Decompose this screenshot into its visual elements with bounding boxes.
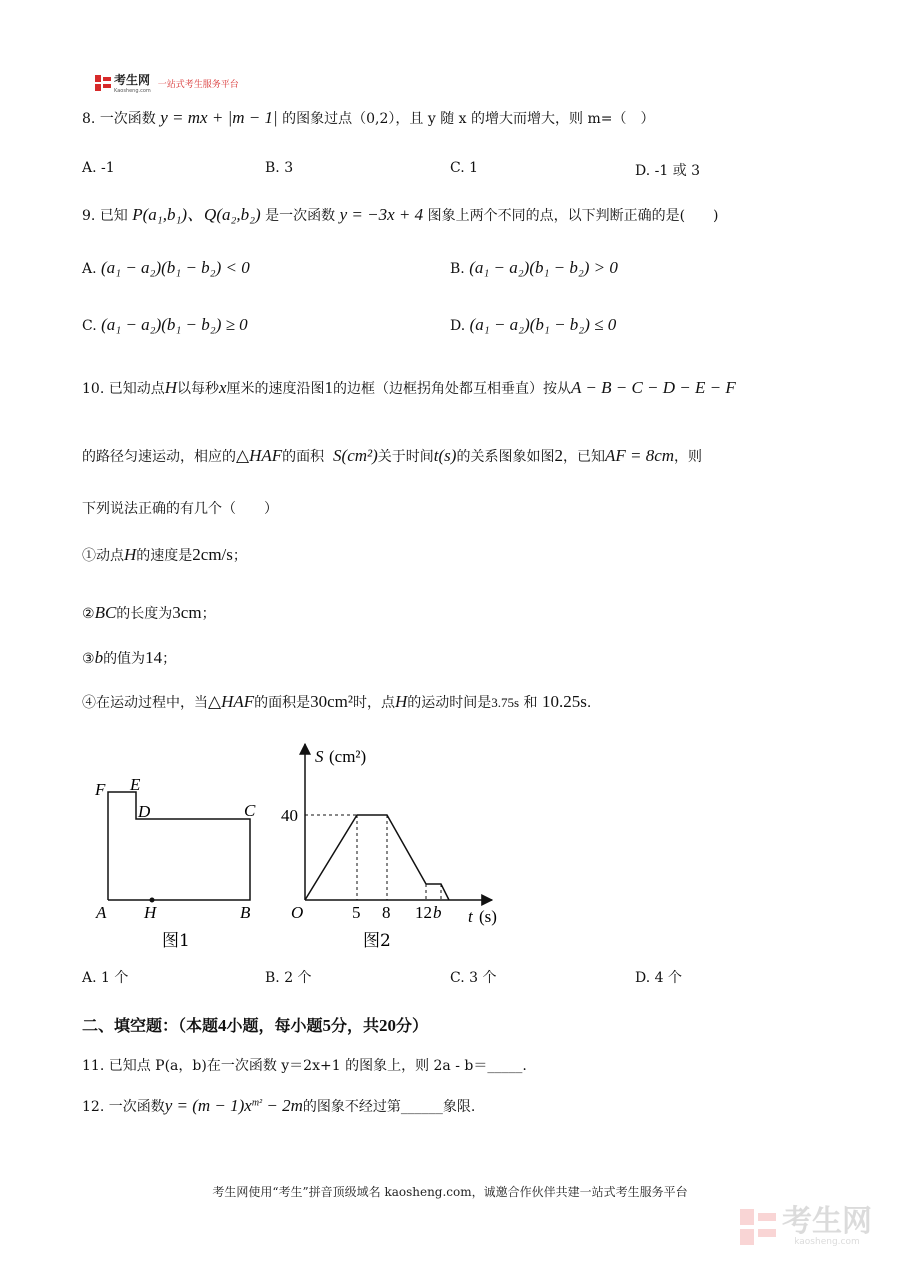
question-12: 12. 一次函数$y = (m - 1)x^{m^2} - 2m$的图象不经过第______象限. — [82, 1096, 476, 1115]
q9-prefix: 已知 — [99, 208, 128, 224]
fig2-tick-5: 5 — [352, 903, 361, 922]
figure-1 — [90, 770, 270, 960]
watermark-logo-icon — [740, 1209, 776, 1245]
fig1-label-b: B — [240, 903, 251, 922]
q8-formula: y = mx + |m − 1| — [160, 108, 278, 127]
figure-2 — [275, 738, 515, 960]
fig1-label-c: C — [244, 801, 256, 820]
q9-number: 9. — [82, 208, 96, 224]
fig2-xlabel-t: t — [468, 907, 473, 926]
fig2-tick-40: 40 — [281, 806, 298, 825]
q9-points: P(a₁,b₁)、Q(a₂,b₂) — [132, 205, 261, 224]
fig1-label-h: H — [144, 903, 157, 922]
q9-option-a[interactable]: A. (a₁ − a₂)(b₁ − b₂) < 0 — [82, 258, 250, 277]
fig1-point-h — [150, 898, 155, 903]
q8-option-d[interactable]: D. -1 或 3 — [635, 163, 701, 179]
logo-domain: Kaosheng.com — [114, 88, 151, 94]
watermark-name: 考生网 — [782, 1204, 872, 1239]
watermark — [740, 1204, 872, 1247]
fig1-label-d: D — [138, 802, 151, 821]
question-10-line3: 下列说法正确的有几个（ ） — [82, 501, 278, 517]
q10-statement-4: ④在运动过程中，当△HAF的面积是30cm²时，点H的运动时间是3.75s 和 10.25s. — [82, 692, 592, 711]
q10-option-c[interactable]: C. 3 个 — [450, 970, 497, 986]
q10-option-b[interactable]: B. 2 个 — [265, 970, 312, 986]
q9-option-c[interactable]: C. (a₁ − a₂)(b₁ − b₂) ≥ 0 — [82, 315, 248, 334]
q9-option-d[interactable]: D. (a₁ − a₂)(b₁ − b₂) ≤ 0 — [450, 315, 617, 334]
q8-option-a[interactable]: A. -1 — [82, 160, 115, 176]
q8-option-b[interactable]: B. 3 — [265, 160, 294, 176]
logo-name: 考生网 — [114, 73, 151, 87]
q10-statement-1: ①动点H的速度是2cm/s； — [82, 545, 247, 564]
fig2-origin: O — [291, 903, 304, 922]
fig2-xlabel-unit: (s) — [479, 907, 497, 926]
logo-slogan: 一站式考生服务平台 — [157, 79, 239, 90]
question-10-line2: 的路径匀速运动，相应的△HAF的面积 S(cm²)关于时间t(s)的关系图象如图2，已知AF = 8cm，则 — [82, 446, 703, 465]
logo-icon — [95, 75, 111, 91]
header-logo — [95, 72, 239, 94]
question-8 — [82, 108, 654, 128]
q8-number: 8. — [82, 111, 96, 127]
question-10-line1: 10. 已知动点H以每秒x厘米的速度沿图1的边框（边框拐角处都互相垂直）按从A − B − C − D − E − F — [82, 378, 736, 397]
q9-formula: y = −3x + 4 — [339, 205, 424, 224]
fig2-tick-b: b — [433, 903, 442, 922]
q10-statement-3: ③b的值为14； — [82, 648, 177, 667]
q8-option-c[interactable]: C. 1 — [450, 160, 479, 176]
fig2-caption: 图2 — [363, 931, 391, 951]
fig2-tick-8: 8 — [382, 903, 391, 922]
fig1-label-e: E — [130, 775, 141, 794]
question-11: 11. 已知点 P(a，b)在一次函数 y＝2x+1 的图象上，则 2a - b＝_____. — [82, 1058, 527, 1074]
fig1-label-a: A — [96, 903, 107, 922]
q10-option-d[interactable]: D. 4 个 — [635, 970, 682, 986]
fig2-ylabel-s: S — [315, 747, 324, 766]
watermark-domain: kaosheng.com — [794, 1237, 860, 1247]
fig1-frame — [108, 792, 250, 900]
q9-middle: 是一次函数 — [265, 208, 336, 224]
section-2-heading: 二、填空题：（本题4小题，每小题5分，共20分） — [82, 1016, 429, 1035]
footer-text: 考生网使用“考生”拼音顶级域名 kaosheng.com，诚邀合作伙伴共建一站式考生服务平台 — [212, 1185, 688, 1199]
fig2-tick-12: 12 — [415, 903, 432, 922]
q10-statement-2: ②BC的长度为3cm； — [82, 603, 216, 622]
question-9 — [82, 200, 719, 225]
q8-suffix: 的图象过点（0,2），且 y 随 x 的增大而增大，则 m=（ ） — [282, 111, 655, 127]
q9-option-b[interactable]: B. (a₁ − a₂)(b₁ − b₂) > 0 — [450, 258, 618, 277]
fig2-area-line — [305, 815, 449, 900]
q10-option-a[interactable]: A. 1 个 — [82, 970, 129, 986]
fig1-label-f: F — [95, 780, 106, 799]
q9-suffix: 图象上两个不同的点，以下判断正确的是( ) — [427, 208, 719, 224]
fig1-caption: 图1 — [162, 931, 190, 951]
q8-prefix: 一次函数 — [99, 111, 156, 127]
fig2-ylabel-unit: (cm²) — [329, 747, 367, 766]
